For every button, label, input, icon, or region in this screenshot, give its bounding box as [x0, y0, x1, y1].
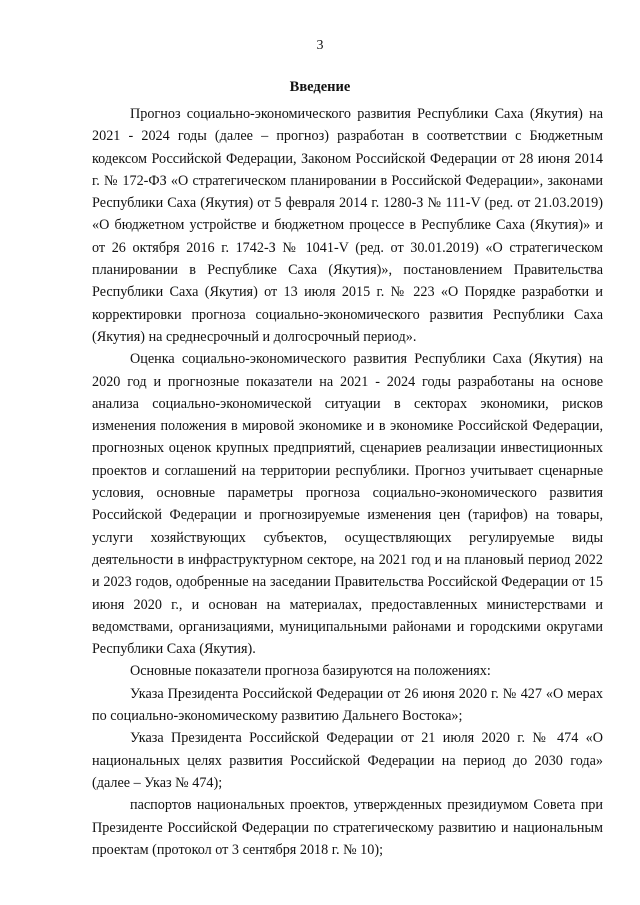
paragraph-decree-474: Указа Президента Российской Федерации от 21 июля 2020 г. № 474 «О национальных целях развития Российской Федерации на период до 2030 года» (далее – Указ № 474); [92, 730, 603, 791]
paragraph-national-projects: паспортов национальных проектов, утвержденных президиумом Совета при Президенте Российской Федерации по стратегическому развитию и национальным проектам (протокол от 3 сентября 2018 г. № 10); [92, 797, 603, 858]
paragraph-assessment: Оценка социально-экономического развития Республики Саха (Якутия) на 2020 год и прогнозные показатели на 2021 - 2024 годы разработаны на основе анализа социально-экономической ситуации в секторах экономики, рисков изменения положения в мировой экономике и в экономике Российской Федерации, прогнозных оценок крупных предприятий, сценариев реализации инвестиционных проектов и соглашений на территории республики. Прогноз учитывает сценарные условия, основные параметры прогноза социально-экономического развития Российской Федерации и прогнозируемые изменения цен (тарифов) на товары, услуги хозяйствующих субъектов, осуществляющих регулируемые виды деятельности в инфраструктурном секторе, на 2021 год и на плановый период 2022 и 2023 годов, одобренные на заседании Правительства Российской Федерации от 15 июня 2020 г., и основан на материалах, предоставленных министерствами и ведомствами, организациями, муниципальными районами и городскими округами Республики Саха (Якутия). [92, 351, 603, 658]
page-number: 3 [316, 38, 324, 53]
section-title: Введение [289, 79, 351, 95]
paragraph-main-indicators: Основные показатели прогноза базируются на положениях: [130, 663, 491, 680]
paragraph-forecast-basis: Прогноз социально-экономического развития Республики Саха (Якутия) на 2021 - 2024 годы (далее – прогноз) разработан в соответствии с Бюджетным кодексом Российской Федерации, Законом Российской Федерации от 28 июня 2014 г. № 172-ФЗ «О стратегическом планировании в Российской Федерации», законами Республики Саха (Якутия) от 5 февраля 2014 г. 1280-З № 111-V (ред. от 21.03.2019) «О бюджетном устройстве и бюджетном процессе в Республике Саха (Якутия)» и от 26 октября 2016 г. 1742-З № 1041-V (ред. от 30.01.2019) «О стратегическом планировании в Республике Саха (Якутия)», постановлением Правительства Республики Саха (Якутия) от 13 июля 2015 г. № 223 «О Порядке разработки и корректировки прогноза социально-экономического развития Республики Саха (Якутия) на среднесрочный и долгосрочный период». [92, 106, 603, 345]
paragraph-decree-427: Указа Президента Российской Федерации от 26 июня 2020 г. № 427 «О мерах по социально-экономическому развитию Дальнего Востока»; [92, 685, 603, 725]
document-body [92, 103, 603, 861]
